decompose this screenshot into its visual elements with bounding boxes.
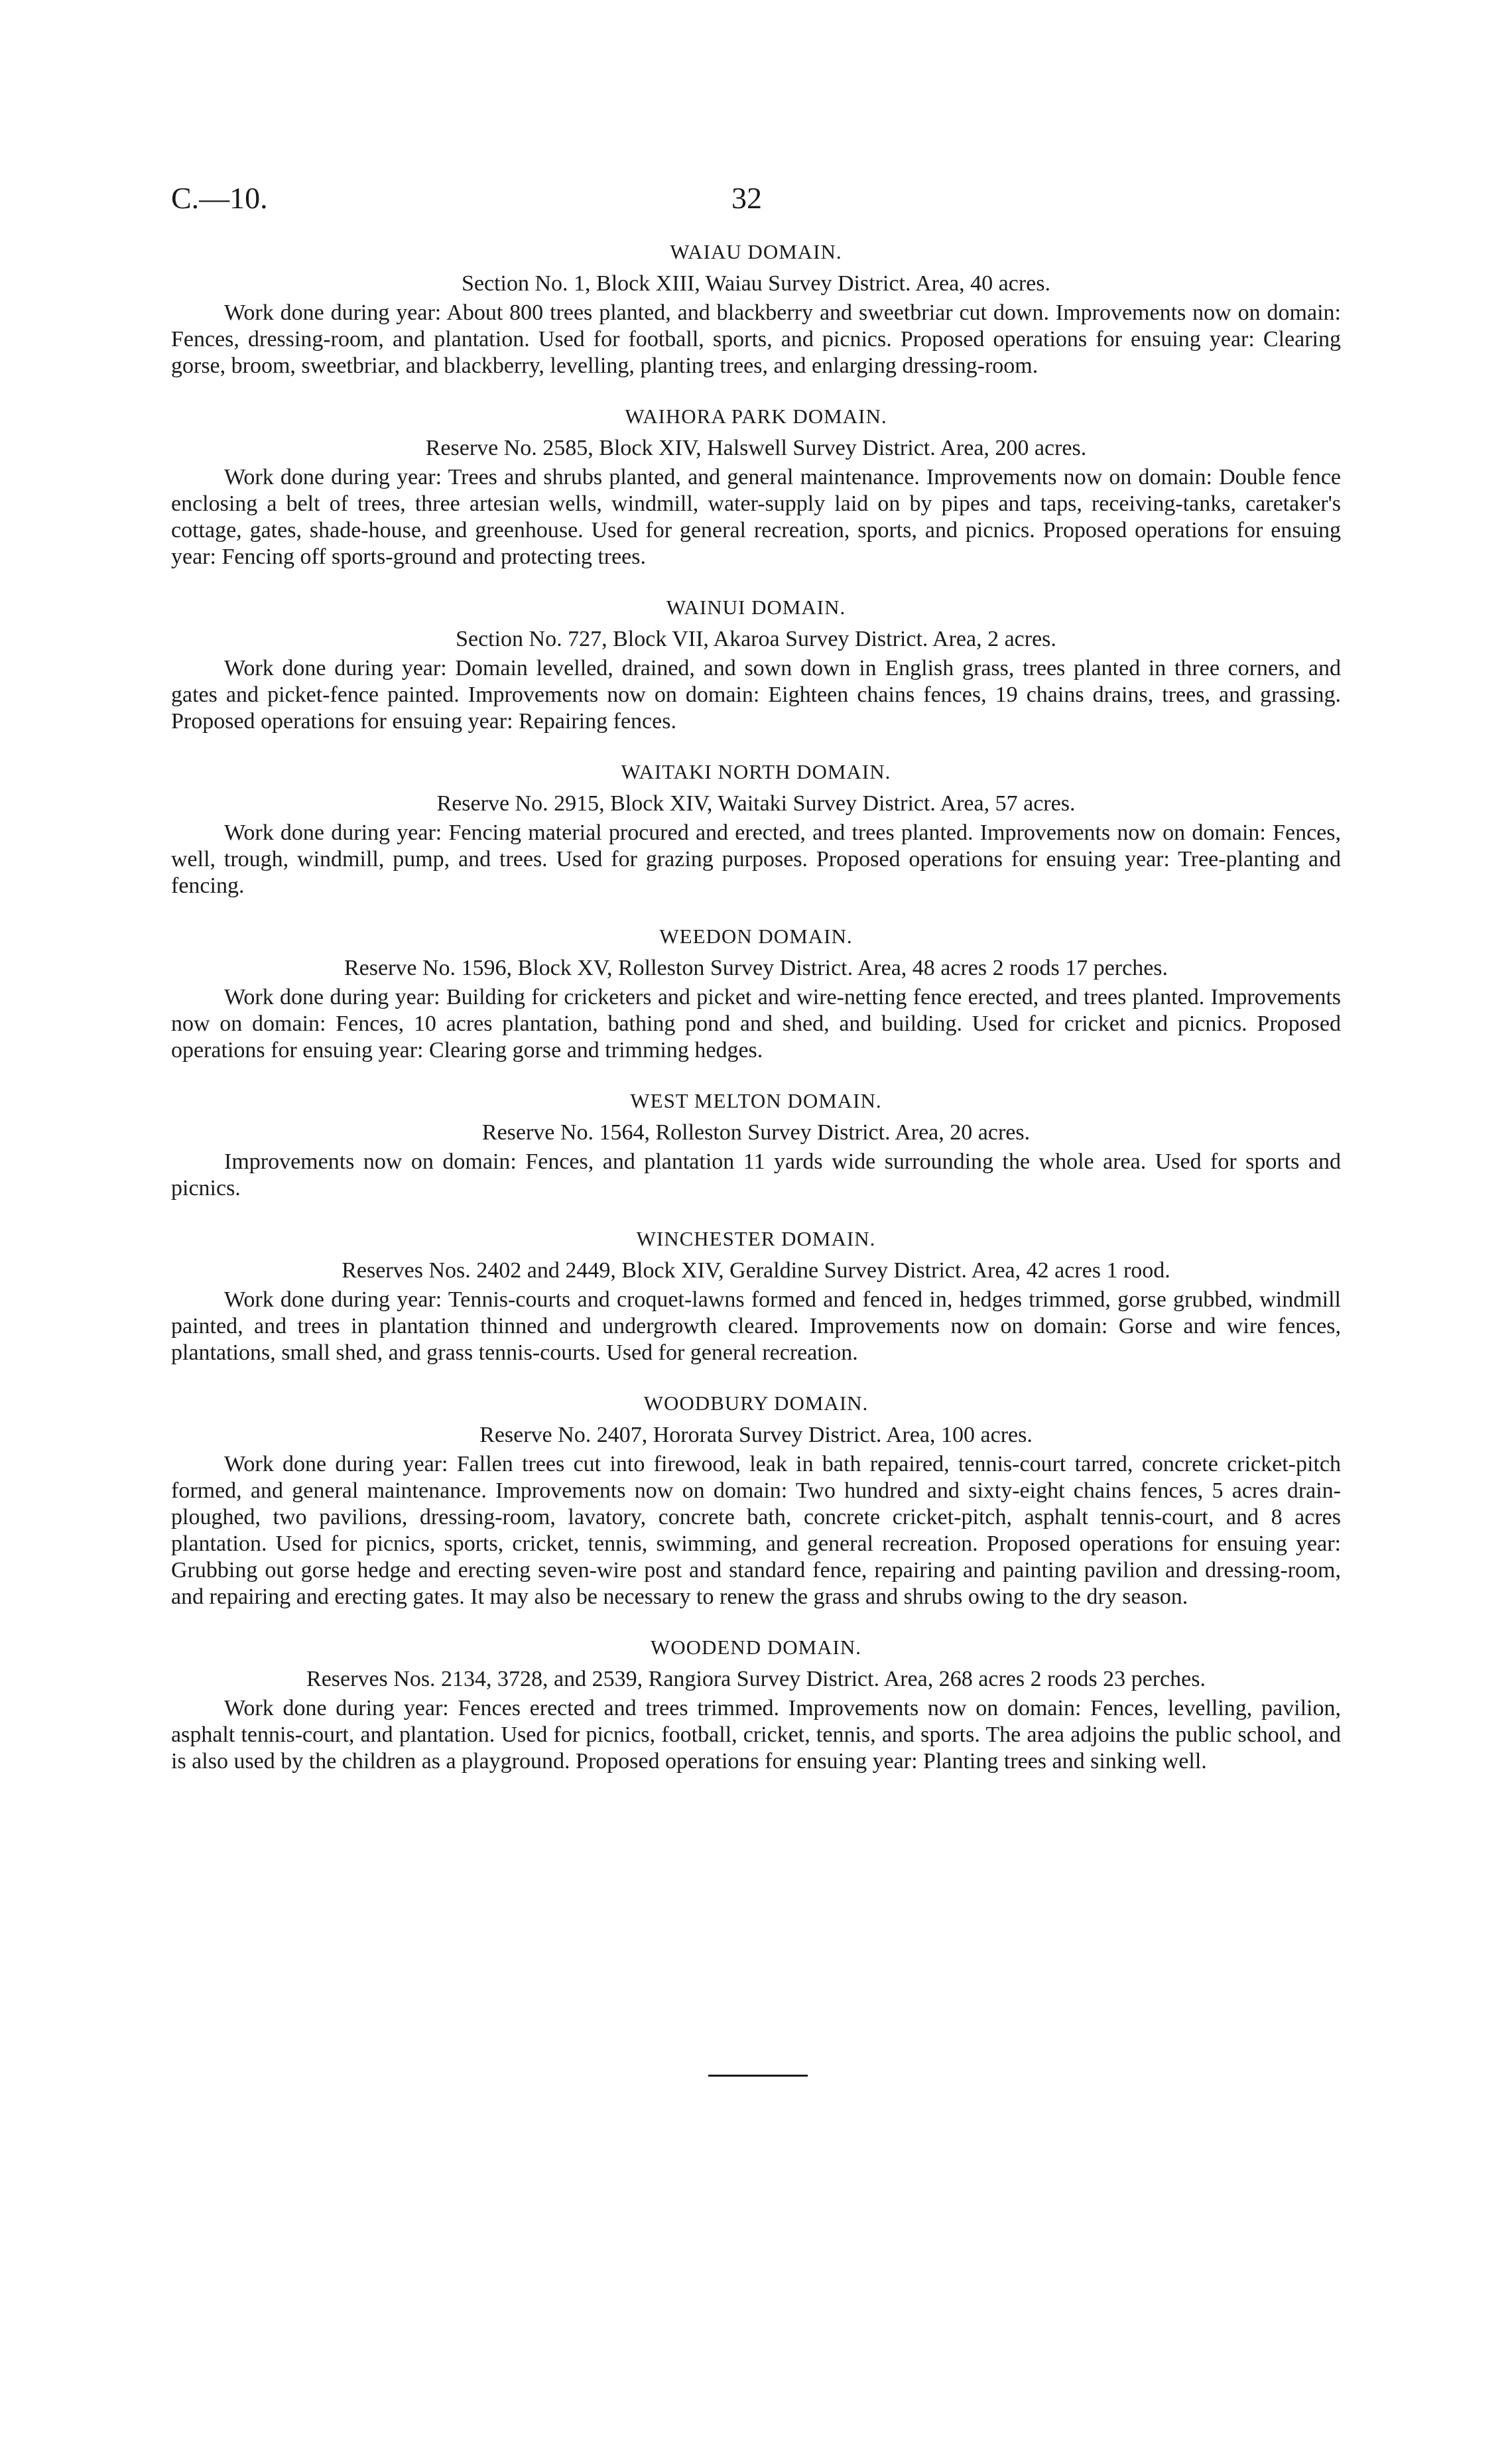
page-number: 32 bbox=[731, 181, 762, 215]
section-body: Work done during year: Fencing material procured and erected, and trees planted. Improvements now on domain: Fences, well, trough, windmill, pump, and trees. Used for grazing purposes. Proposed operations for ensuing year: Tree-planting and fencing. bbox=[171, 820, 1341, 898]
section-body: Improvements now on domain: Fences, and plantation 11 yards wide surrounding the whole area. Used for sports and picnics. bbox=[171, 1149, 1341, 1200]
section-title: WAIHORA PARK DOMAIN. bbox=[625, 405, 887, 428]
domain-section-woodbury bbox=[171, 1390, 1341, 1610]
section-subtitle: Reserves Nos. 2402 and 2449, Block XIV, Geraldine Survey District. Area, 42 acres 1 rood. bbox=[342, 1258, 1170, 1283]
section-title: WEST MELTON DOMAIN. bbox=[630, 1089, 882, 1112]
section-body: Work done during year: About 800 trees planted, and blackberry and sweetbriar cut down. Improvements now on domain: Fences, dressing-room, and plantation. Used for football, sports, and picnics. Proposed operations for ensuing year: Clearing gorse, broom, sweetbriar, and blackberry, levelling, planting trees, and enlarging dressing-room. bbox=[171, 300, 1341, 378]
section-subtitle: Reserves Nos. 2134, 3728, and 2539, Rangiora Survey District. Area, 268 acres 2 roods 23 perches. bbox=[306, 1667, 1206, 1691]
section-subtitle: Reserve No. 1596, Block XV, Rolleston Survey District. Area, 48 acres 2 roods 17 perches. bbox=[344, 956, 1168, 980]
page-content bbox=[171, 239, 1341, 1799]
section-subtitle: Reserve No. 2915, Block XIV, Waitaki Survey District. Area, 57 acres. bbox=[436, 791, 1076, 816]
section-title: WAINUI DOMAIN. bbox=[666, 596, 846, 619]
section-subtitle: Reserve No. 2585, Block XIV, Halswell Survey District. Area, 200 acres. bbox=[425, 436, 1087, 460]
section-title: WINCHESTER DOMAIN. bbox=[636, 1227, 876, 1250]
domain-section-weedon bbox=[171, 923, 1341, 1064]
page-header bbox=[171, 180, 1338, 220]
section-title: WAIAU DOMAIN. bbox=[670, 240, 842, 263]
section-body: Work done during year: Fences erected and trees trimmed. Improvements now on domain: Fences, levelling, pavilion, asphalt tennis-court, and plantation. Used for picnics, football, cricket, tennis, and sports. The area adjoins the public school, and is also used by the children as a playground. Proposed operations for ensuing year: Planting trees and sinking well. bbox=[171, 1696, 1341, 1774]
section-body: Work done during year: Building for cricketers and picket and wire-netting fence erected, and trees planted. Improvements now on domain: Fences, 10 acres plantation, bathing pond and shed, and building. Used for cricket and picnics. Proposed operations for ensuing year: Clearing gorse and trimming hedges. bbox=[171, 985, 1341, 1063]
domain-section-west-melton bbox=[171, 1088, 1341, 1202]
domain-section-waiau bbox=[171, 239, 1341, 379]
end-rule bbox=[708, 2075, 808, 2077]
section-title: WAITAKI NORTH DOMAIN. bbox=[621, 760, 891, 783]
section-title: WOODBURY DOMAIN. bbox=[643, 1392, 869, 1415]
document-reference: C.—10. bbox=[171, 181, 268, 215]
domain-section-woodend bbox=[171, 1634, 1341, 1775]
domain-section-waitaki-north bbox=[171, 759, 1341, 899]
section-subtitle: Reserve No. 1564, Rolleston Survey District. Area, 20 acres. bbox=[481, 1120, 1031, 1145]
section-subtitle: Reserve No. 2407, Hororata Survey District. Area, 100 acres. bbox=[479, 1423, 1033, 1447]
section-body: Work done during year: Tennis-courts and croquet-lawns formed and fenced in, hedges trimmed, gorse grubbed, windmill painted, and trees in plantation thinned and undergrowth cleared. Improvements now on domain: Gorse and wire fences, plantations, small shed, and grass tennis-courts. Used for general recreation. bbox=[171, 1287, 1341, 1365]
domain-section-winchester bbox=[171, 1226, 1341, 1366]
section-body: Work done during year: Domain levelled, drained, and sown down in English grass, trees planted in three corners, and gates and picket-fence painted. Improvements now on domain: Eighteen chains fences, 19 chains drains, trees, and grassing. Proposed operations for ensuing year: Repairing fences. bbox=[171, 656, 1341, 734]
section-title: WOODEND DOMAIN. bbox=[650, 1636, 862, 1659]
section-title: WEEDON DOMAIN. bbox=[659, 925, 853, 948]
section-subtitle: Section No. 727, Block VII, Akaroa Survey District. Area, 2 acres. bbox=[456, 627, 1056, 651]
domain-section-waihora-park bbox=[171, 403, 1341, 570]
section-subtitle: Section No. 1, Block XIII, Waiau Survey District. Area, 40 acres. bbox=[462, 271, 1050, 296]
section-body: Work done during year: Trees and shrubs planted, and general maintenance. Improvements now on domain: Double fence enclosing a belt of trees, three artesian wells, windmill, water-supply laid on by pipes and taps, receiving-tanks, caretaker's cottage, gates, shade-house, and greenhouse. Used for general recreation, sports, and picnics. Proposed operations for ensuing year: Fencing off sports-ground and protecting trees. bbox=[171, 465, 1341, 569]
section-body: Work done during year: Fallen trees cut into firewood, leak in bath repaired, tennis-court tarred, concrete cricket-pitch formed, and general maintenance. Improvements now on domain: Two hundred and sixty-eight chains fences, 5 acres drain-ploughed, two pavilions, dressing-room, lavatory, concrete bath, concrete cricket-pitch, asphalt tennis-court, and 8 acres plantation. Used for picnics, sports, cricket, tennis, swimming, and general recreation. Proposed operations for ensuing year: Grubbing out gorse hedge and erecting seven-wire post and standard fence, repairing and painting pavilion and dressing-room, and repairing and erecting gates. It may also be necessary to renew the grass and shrubs owing to the dry season. bbox=[171, 1452, 1341, 1609]
domain-section-wainui bbox=[171, 594, 1341, 735]
